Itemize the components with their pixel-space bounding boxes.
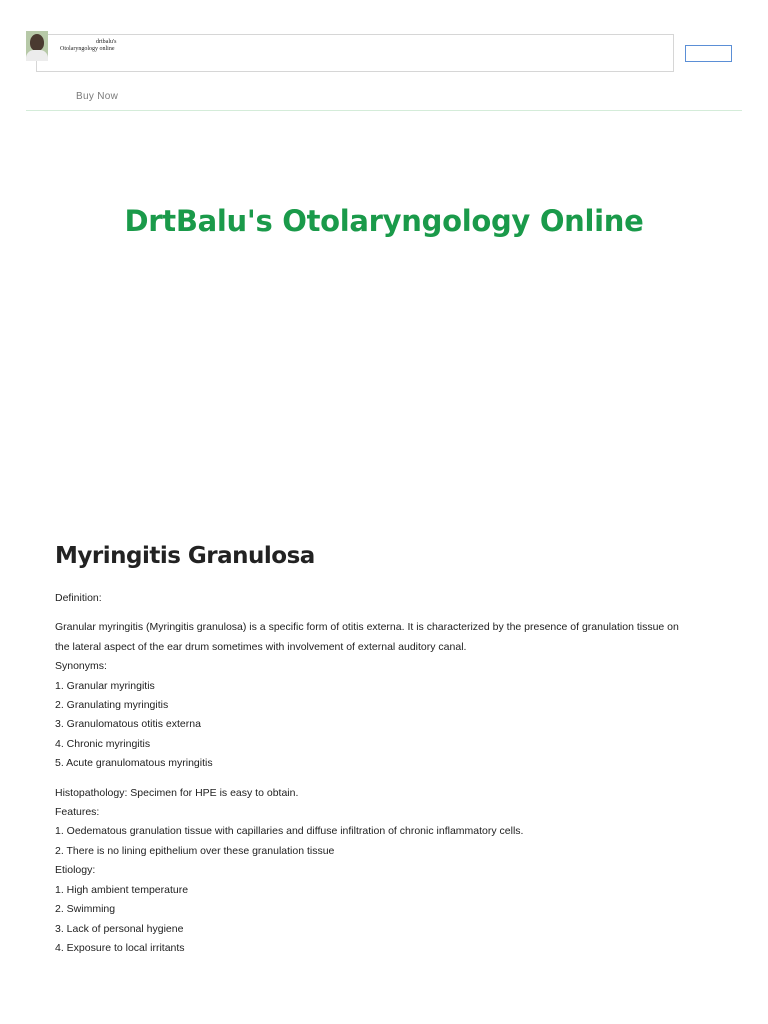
list-item: 3. Granulomatous otitis externa	[55, 718, 201, 731]
buy-now-link[interactable]: Buy Now	[76, 91, 119, 102]
logo-line1: drtbalu's	[96, 39, 117, 45]
definition-text-line1: Granular myringitis (Myringitis granulosa) is a specific form of otitis externa. It is characterized by the presence of granulation tissue on	[55, 621, 679, 634]
definition-label: Definition:	[55, 592, 102, 604]
list-item: 5. Acute granulomatous myringitis	[55, 757, 213, 770]
list-item: 2. Swimming	[55, 903, 116, 916]
histopathology-text: Histopathology: Specimen for HPE is easy to obtain.	[55, 786, 299, 799]
article-body	[55, 538, 715, 958]
search-input[interactable]	[685, 45, 732, 62]
list-item: 1. Oedematous granulation tissue with capillaries and diffuse infiltration of chronic inflammatory cells.	[55, 825, 524, 838]
top-header	[0, 0, 768, 110]
definition-text-line2: the lateral aspect of the ear drum sometimes with involvement of external auditory canal.	[55, 640, 467, 653]
list-item: 2. There is no lining epithelium over these granulation tissue	[55, 844, 335, 857]
features-label: Features:	[55, 806, 100, 819]
avatar-body-shape	[26, 50, 48, 61]
list-item: 4. Exposure to local irritants	[55, 941, 185, 954]
logo-text[interactable]	[60, 39, 116, 53]
article-title: Myringitis Granulosa	[55, 543, 315, 569]
list-item: 1. Granular myringitis	[55, 679, 155, 692]
list-item: 1. High ambient temperature	[55, 883, 189, 896]
synonyms-label: Synonyms:	[55, 660, 107, 673]
list-item: 2. Granulating myringitis	[55, 699, 169, 712]
list-item: 4. Chronic myringitis	[55, 737, 151, 750]
header-divider	[26, 110, 742, 111]
avatar-head-shape	[30, 34, 44, 51]
etiology-label: Etiology:	[55, 864, 96, 877]
logo-line2: Otolaryngology online	[60, 46, 115, 52]
logo-banner[interactable]	[36, 34, 674, 72]
author-avatar[interactable]	[26, 31, 48, 61]
list-item: 3. Lack of personal hygiene	[55, 922, 184, 935]
site-title[interactable]: DrtBalu's Otolaryngology Online	[124, 204, 644, 238]
